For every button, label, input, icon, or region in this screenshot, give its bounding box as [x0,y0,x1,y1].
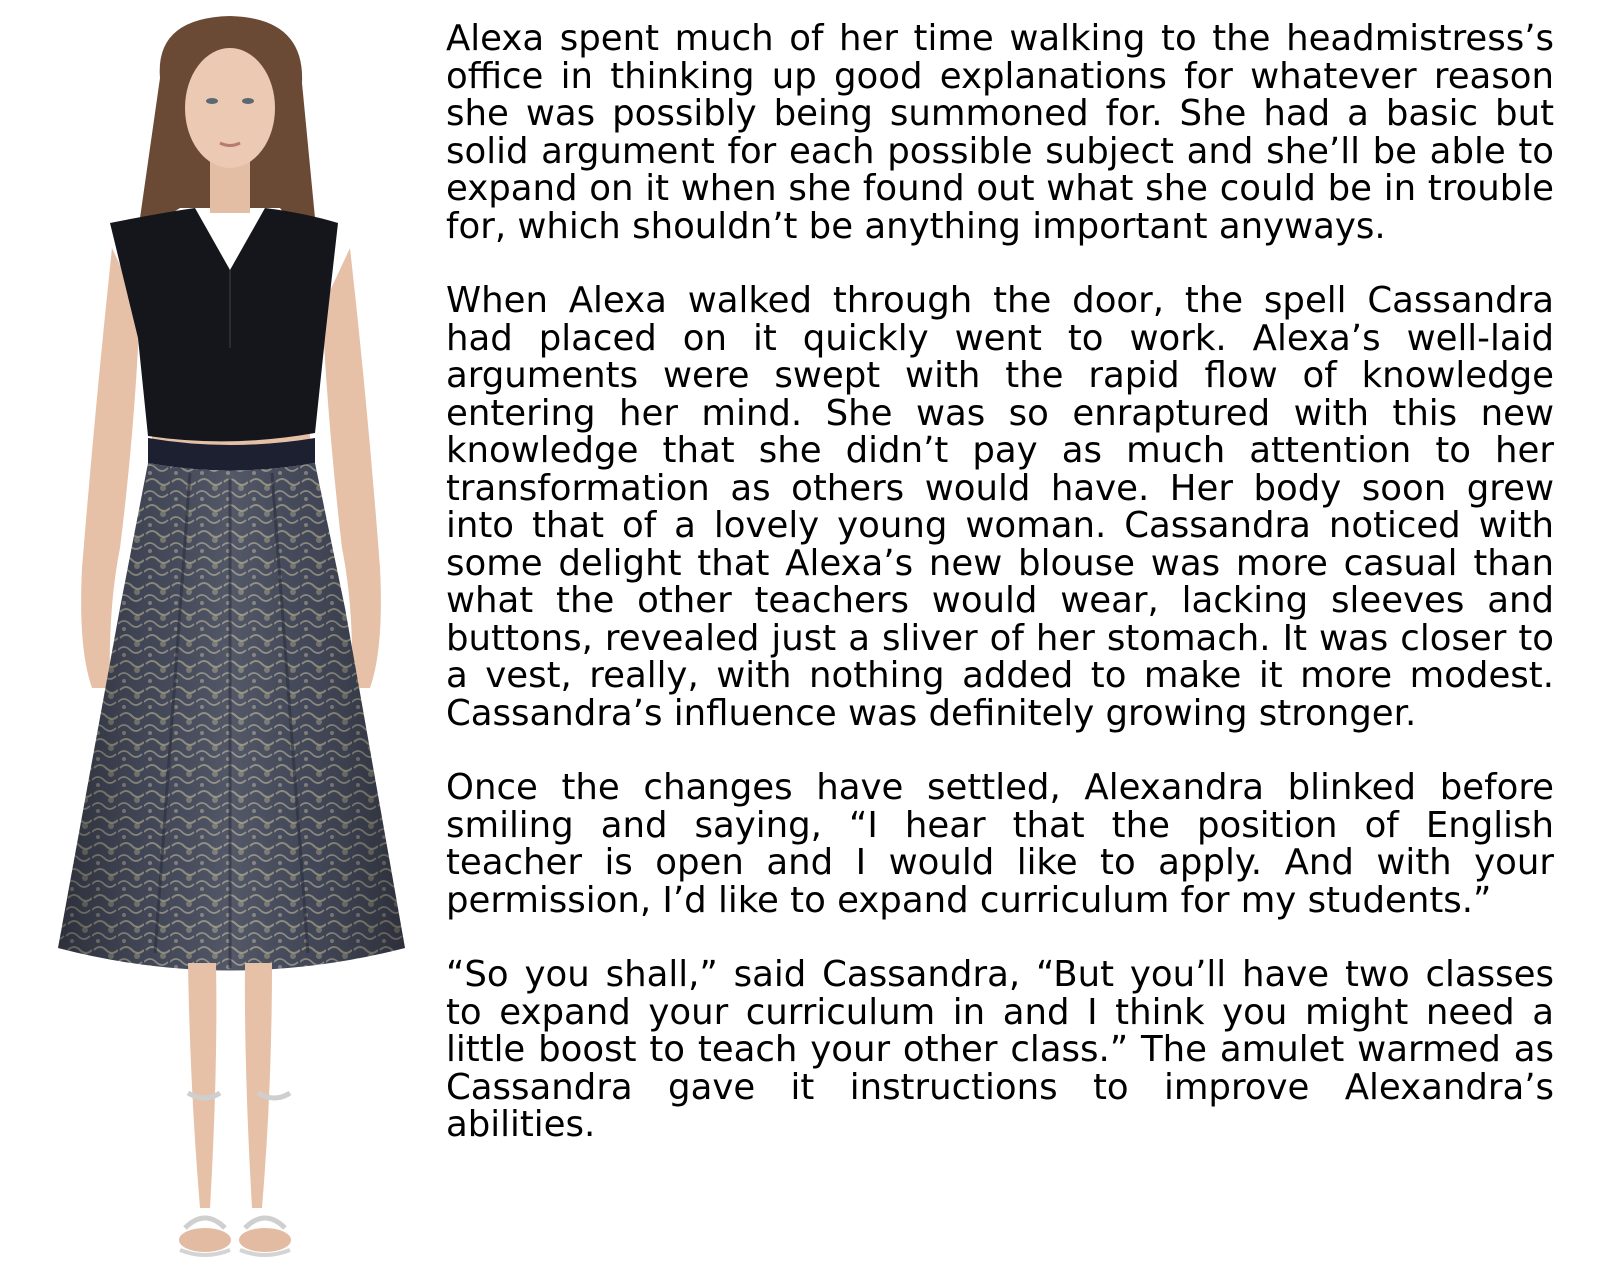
woman-illustration [40,8,430,1270]
crop-top [110,208,338,441]
paragraph-3: Once the changes have settled, Alexandra blinked before smiling and saying, “I hear that the position of English teacher is open and I would like to apply. And with your permission, I’d like to expand curriculum for my students.” [446,767,1554,921]
story-text [446,20,1554,1260]
model-photo [40,8,430,1270]
right-leg [245,963,272,1208]
paragraph-2: When Alexa walked through the door, the spell Cassandra had placed on it quickly went to work. Alexa’s well-laid arguments were swept with the rapid flow of knowledge entering her mind. She was so enraptured with this new knowledge that she didn’t pay as much attention to her transformation as others would have. Her body soon grew into that of a lovely young woman. Cassandra noticed with some delight that Alexa’s new blouse was more casual than what the other teachers would wear, lacking sleeves and buttons, revealed just a sliver of her stomach. It was closer to a vest, really, with nothing added to make it more modest. Cassandra’s influence was definitely growing stronger. [446,280,1554,734]
paragraph-4: “So you shall,” said Cassandra, “But you’ll have two classes to expand your curriculum in and I think you might need a little boost to teach your other class.” The amulet warmed as Cassandra gave it instructions to improve Alexandra’s abilities. [446,954,1554,1145]
paragraph-1: Alexa spent much of her time walking to the headmistress’s office in thinking up good explanations for whatever reason she was possibly being summoned for. She had a basic but solid argument for each possible subject and she’ll be able to expand on it when she found out what she could be in trouble for, which shouldn’t be anything important anyways. [446,20,1554,247]
left-leg [188,963,216,1208]
face [185,48,275,168]
